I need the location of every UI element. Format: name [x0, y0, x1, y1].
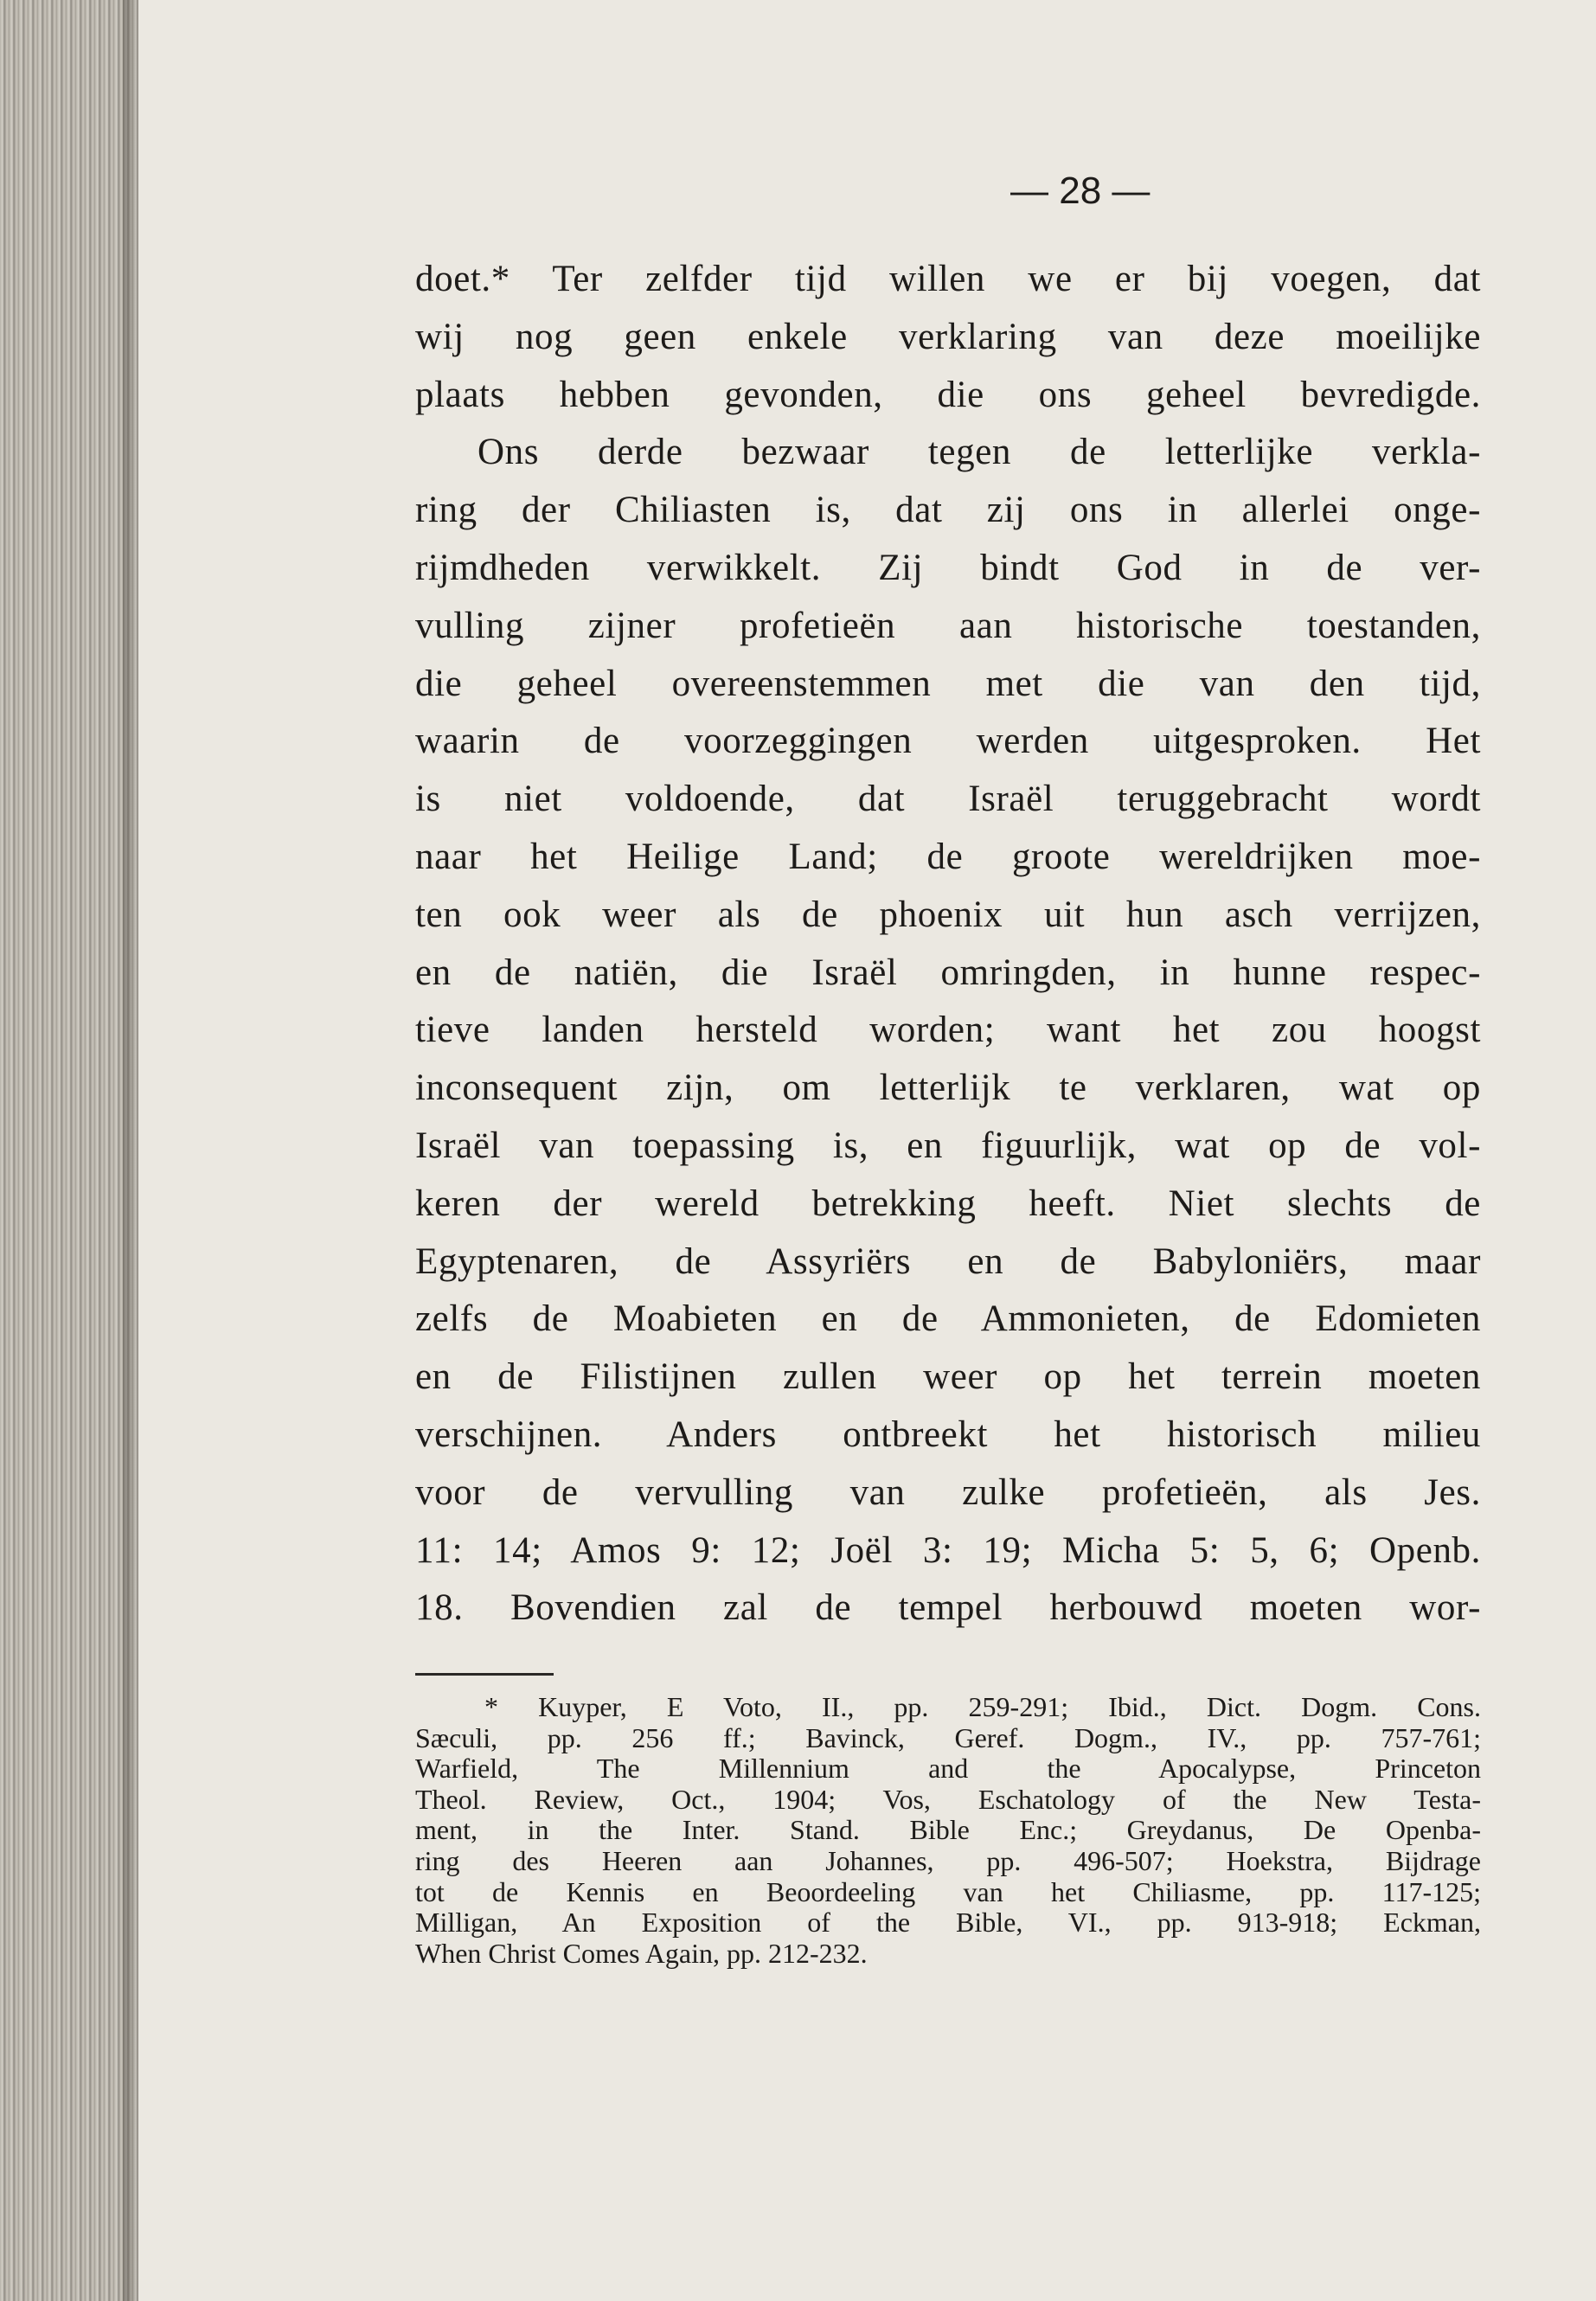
page-number: — 28 —	[1010, 170, 1151, 212]
body-line: is niet voldoende, dat Israël teruggebracht wordt	[415, 779, 1481, 820]
body-line: waarin de voorzeggingen werden uitgesproken. Het	[415, 721, 1481, 762]
body-line: ten ook weer als de phoenix uit hun asch verrijzen,	[415, 894, 1481, 935]
footnote-divider	[415, 1673, 554, 1676]
body-line: en de Filistijnen zullen weer op het terrein moeten	[415, 1356, 1481, 1398]
body-line: Ons derde bezwaar tegen de letterlijke verkla-	[478, 432, 1481, 473]
footnote	[415, 1692, 1481, 1969]
footnote-line: Milligan, An Exposition of the Bible, VI., pp. 913-918; Eckman,	[415, 1907, 1481, 1939]
footnote-line: tot de Kennis en Beoordeeling van het Chiliasme, pp. 117-125;	[415, 1875, 1481, 1907]
body-line: verschijnen. Anders ontbreekt het historisch milieu	[415, 1413, 1481, 1455]
body-line: plaats hebben gevonden, die ons geheel bevredigde.	[415, 374, 1481, 415]
body-line: en de natiën, die Israël omringden, in hunne respec-	[415, 952, 1481, 993]
body-line: voor de vervulling van zulke profetieën, als Jes.	[415, 1471, 1481, 1513]
footnote-line: Warfield, The Millennium and the Apocalypse, Princeton	[415, 1753, 1481, 1785]
body-line: doet.* Ter zelfder tijd willen we er bij voegen, dat	[415, 259, 1481, 299]
body-line: Israël van toepassing is, en figuurlijk, wat op de vol-	[415, 1125, 1481, 1166]
footnote-line: ment, in the Inter. Stand. Bible Enc.; Greydanus, De Openba-	[415, 1814, 1481, 1846]
body-line: keren der wereld betrekking heeft. Niet slechts de	[415, 1183, 1481, 1224]
body-line: zelfs de Moabieten en de Ammonieten, de Edomieten	[415, 1298, 1481, 1340]
footnote-line: * Kuyper, E Voto, II., pp. 259-291; Ibid., Dict. Dogm. Cons.	[484, 1691, 1481, 1722]
body-line: ring der Chiliasten is, dat zij ons in allerlei onge-	[415, 490, 1481, 531]
body-line: tieve landen hersteld worden; want het zou hoogst	[415, 1009, 1481, 1051]
footnote-line: Sæculi, pp. 256 ff.; Bavinck, Geref. Dogm., IV., pp. 757-761;	[415, 1721, 1481, 1753]
footnote-line: Theol. Review, Oct., 1904; Vos, Eschatology of the New Testa-	[415, 1783, 1481, 1815]
body-line: Egyptenaren, de Assyriërs en de Babyloniërs, maar	[415, 1240, 1481, 1282]
body-text	[415, 251, 1481, 1638]
body-line: vulling zijner profetieën aan historische toestanden,	[415, 605, 1481, 646]
body-line: rijmdheden verwikkelt. Zij bindt God in de ver-	[415, 547, 1481, 588]
footnote-line: ring des Heeren aan Johannes, pp. 496-507; Hoekstra, Bijdrage	[415, 1844, 1481, 1876]
body-line: 11: 14; Amos 9: 12; Joël 3: 19; Micha 5: 5, 6; Openb.	[415, 1529, 1481, 1571]
body-line: die geheel overeenstemmen met die van den tijd,	[415, 663, 1481, 704]
body-line: inconsequent zijn, om letterlijk te verklaren, wat op	[415, 1067, 1481, 1109]
body-line: naar het Heilige Land; de groote wereldrijken moe-	[415, 836, 1481, 877]
body-line: 18. Bovendien zal de tempel herbouwd moeten wor-	[415, 1587, 1481, 1629]
footnote-line: When Christ Comes Again, pp. 212-232.	[415, 1937, 868, 1969]
body-line: wij nog geen enkele verklaring van deze moeilijke	[415, 316, 1481, 357]
book-page-edge	[0, 0, 138, 2301]
